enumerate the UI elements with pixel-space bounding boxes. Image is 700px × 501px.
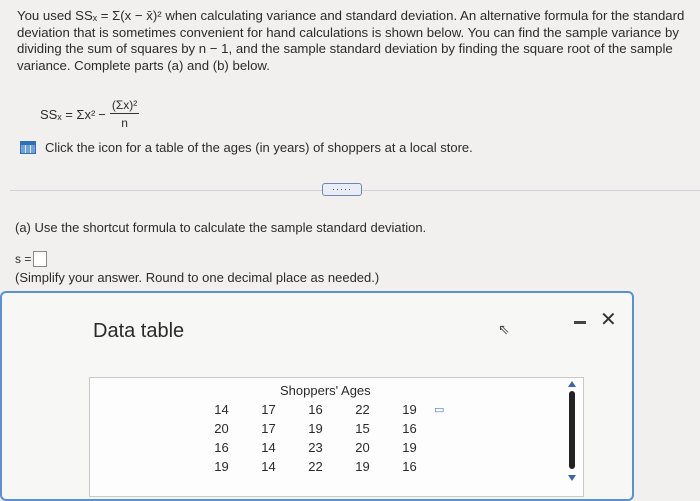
shortcut-formula [40,94,139,134]
table-grid-icon[interactable] [20,141,36,154]
table-cell: 19 [402,402,417,417]
problem-intro: You used SSₓ = Σ(x − x̄)² when calculating variance and standard deviation. An alternative formula for the standard deviation that is sometimes convenient for hand calculations is shown below. You can find the sample variance by dividing the sum of squares by n − 1, and the sample standard deviation by finding the square root of the sample variance. Complete parts (a) and (b) below. [17,8,685,73]
data-table-link[interactable] [20,140,473,155]
dialog-title: Data table [93,320,185,342]
table-cell: 19 [355,459,370,474]
table-cell: 17 [261,402,276,417]
part-a-prompt: (a) Use the shortcut formula to calculate the sample standard deviation. [15,220,427,235]
rounding-hint: (Simplify your answer. Round to one decimal place as needed.) [15,270,380,285]
table-cell: 22 [355,402,370,417]
scroll-up-icon[interactable] [568,381,576,387]
table-cell: 16 [402,421,417,436]
data-table-panel [89,377,584,497]
formula-lhs: SSₓ = Σx² [40,106,96,122]
table-row [198,400,433,419]
formula-denominator: n [121,116,128,130]
table-cell: 14 [214,402,229,417]
expand-more-button[interactable]: ····· [322,183,362,196]
scroll-down-icon[interactable] [568,475,576,481]
dialog-scrollbar[interactable] [566,381,578,487]
table-cell: 15 [355,421,370,436]
copy-icon[interactable]: ▭ [434,404,445,416]
minimize-icon[interactable] [574,321,586,324]
table-cell: 16 [308,402,323,417]
table-cell: 23 [308,440,323,455]
table-cell: 20 [355,440,370,455]
table-cell: 14 [261,440,276,455]
close-icon[interactable]: ✕ [600,309,617,331]
table-row [198,438,433,457]
table-cell: 16 [402,459,417,474]
table-cell: 17 [261,421,276,436]
table-cell: 19 [402,440,417,455]
formula-fraction [110,98,139,130]
formula-minus: − [98,106,106,122]
table-cell: 20 [214,421,229,436]
table-cell: 22 [308,459,323,474]
s-label: s = [15,252,32,266]
data-table-link-text[interactable]: Click the icon for a table of the ages (in years) of shoppers at a local store. [45,140,473,155]
data-table-dialog [0,291,634,501]
table-caption: Shoppers' Ages [280,383,371,398]
ages-table [198,400,433,476]
table-cell: 19 [308,421,323,436]
table-cell: 16 [214,440,229,455]
s-answer-input[interactable] [33,251,47,267]
table-cell: 19 [214,459,229,474]
table-row [198,457,433,476]
formula-numerator: (Σx)² [111,98,138,112]
table-cell: 14 [261,459,276,474]
answer-row [15,251,47,267]
cursor-icon: ⇖ [498,321,510,337]
scroll-thumb[interactable] [569,391,575,469]
table-row [198,419,433,438]
